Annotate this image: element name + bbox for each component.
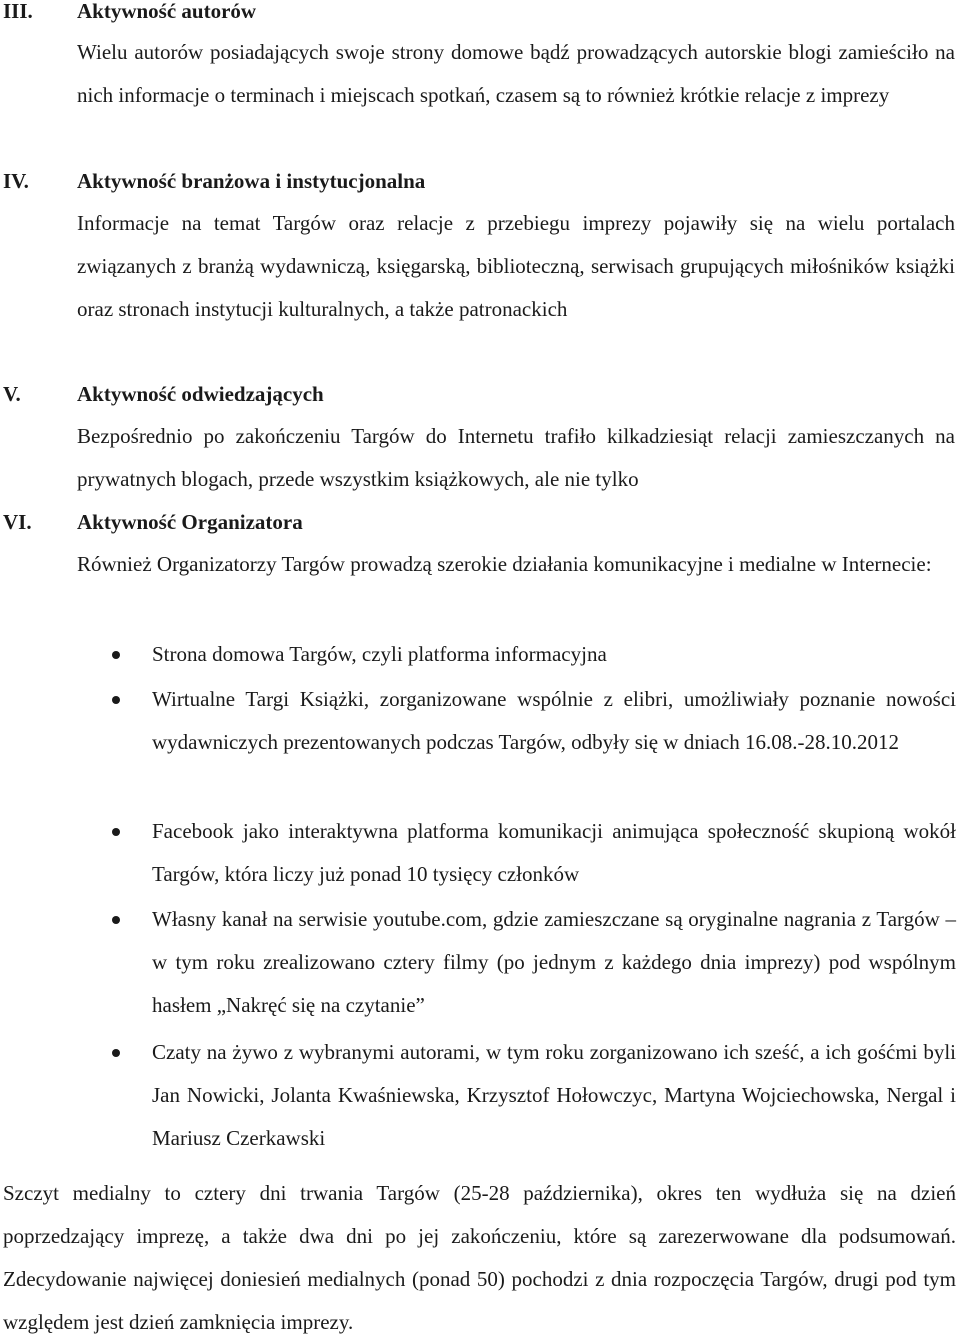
bullet-icon (112, 828, 120, 836)
section-number: III. (3, 0, 33, 23)
section-body: Również Organizatorzy Targów prowadzą szerokie działania komunikacyjne i medialne w Internecie: (77, 552, 932, 576)
section-number: V. (3, 382, 21, 406)
list-item: Wirtualne Targi Książki, zorganizowane wspólnie z elibri, umożliwiały poznanie nowości wydawniczych prezentowanych podczas Targów, odbyły się w dniach 16.08.-28.10.2012 (152, 687, 956, 754)
section-body: Informacje na temat Targów oraz relacje z przebiegu imprezy pojawiły się na wielu portalach związanych z branżą wydawniczą, księgarską, biblioteczną, serwisach grupujących miłośników książki oraz stronach instytucji kulturalnych, a także patronackich (77, 211, 955, 321)
section-number: IV. (3, 169, 29, 193)
closing-paragraph: Szczyt medialny to cztery dni trwania Targów (25-28 października), okres ten wydłuża się na dzień poprzedzający imprezę, a także dwa dni po jej zakończeniu, które są zarezerwowane dla podsumowań. Zdecydowanie najwięcej doniesień medialnych (ponad 50) pochodzi z dnia rozpoczęcia Targów, drugi pod tym względem jest dzień zamknięcia imprezy. (3, 1181, 956, 1334)
bullet-icon (112, 651, 120, 659)
list-item: Facebook jako interaktywna platforma komunikacji animująca społeczność skupioną wokół Targów, która liczy już ponad 10 tysięcy członków (152, 819, 956, 886)
bullet-icon (112, 696, 120, 704)
section-title: Aktywność odwiedzających (77, 382, 324, 406)
section-body: Wielu autorów posiadających swoje strony domowe bądź prowadzących autorskie blogi zamieściło na nich informacje o terminach i miejscach spotkań, czasem są to również krótkie relacje z imprezy (77, 40, 955, 107)
section-body: Bezpośrednio po zakończeniu Targów do Internetu trafiło kilkadziesiąt relacji zamieszczanych na prywatnych blogach, przede wszystkim książkowych, ale nie tylko (77, 424, 955, 491)
section-title: Aktywność branżowa i instytucjonalna (77, 169, 426, 193)
section-number: VI. (3, 510, 32, 534)
list-item: Własny kanał na serwisie youtube.com, gdzie zamieszczane są oryginalne nagrania z Targów – w tym roku zrealizowano cztery filmy (po jednym z każdego dnia imprezy) pod wspólnym hasłem „Nakręć się na czytanie” (152, 907, 956, 1017)
bullet-icon (112, 1049, 120, 1057)
bullet-icon (112, 916, 120, 924)
section-title: Aktywność autorów (77, 0, 257, 23)
section-title: Aktywność Organizatora (77, 510, 303, 534)
list-item: Strona domowa Targów, czyli platforma informacyjna (152, 642, 607, 666)
list-item: Czaty na żywo z wybranymi autorami, w tym roku zorganizowano ich sześć, a ich gośćmi byli Jan Nowicki, Jolanta Kwaśniewska, Krzysztof Hołowczyc, Martyna Wojciechowska, Nergal i Mariusz Czerkawski (152, 1040, 956, 1150)
